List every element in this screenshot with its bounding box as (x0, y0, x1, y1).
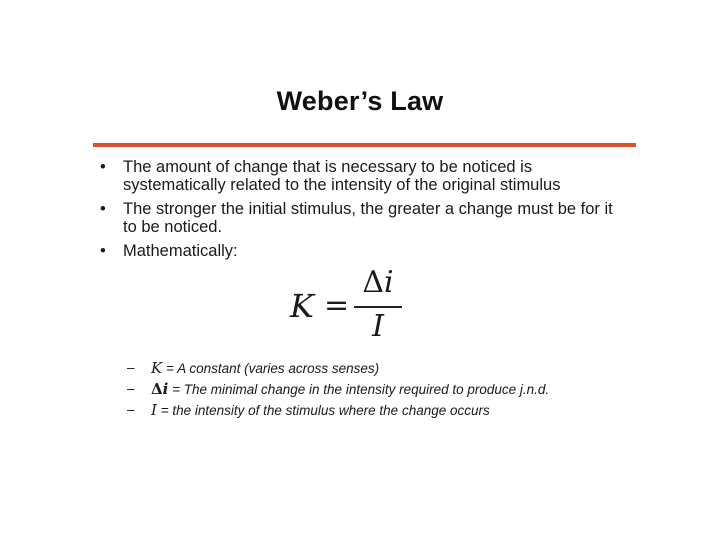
definition-item (127, 400, 627, 421)
bullet-item (100, 242, 620, 260)
fraction-bar (354, 306, 402, 308)
bullet-marker: • (100, 158, 106, 176)
formula-delta: Δ (362, 265, 385, 300)
formula-numerator (356, 266, 400, 300)
definition-symbol-delta: Δ (151, 380, 163, 398)
definition-marker: – (127, 360, 135, 375)
bullet-item (100, 200, 620, 236)
definition-symbol: I (151, 401, 157, 419)
definition-item (127, 358, 627, 379)
bullet-marker: • (100, 242, 106, 260)
definition-marker: – (127, 381, 135, 396)
formula-denominator: I (372, 309, 384, 344)
definition-item (127, 379, 627, 400)
slide-title: Weber’s Law (276, 86, 444, 116)
formula-lhs: K (290, 287, 314, 325)
definition-marker: – (127, 402, 135, 417)
bullet-text: The stronger the initial stimulus, the greater a change must be for it to be noticed. (123, 200, 613, 236)
bullet-item (100, 158, 620, 194)
formula-equals: = (324, 288, 350, 323)
formula-numerator-var: i (384, 265, 394, 300)
definition-text: = The minimal change in the intensity required to produce j.n.d. (168, 382, 550, 397)
title-underline (93, 143, 636, 147)
definition-list (127, 358, 627, 421)
bullet-list (100, 158, 620, 266)
definition-text: = the intensity of the stimulus where the change occurs (156, 403, 490, 418)
definition-symbol (151, 380, 168, 398)
bullet-marker: • (100, 200, 106, 218)
definition-symbol-var: i (162, 380, 169, 398)
bullet-text: The amount of change that is necessary to be noticed is systematically related to the intensity of the original stimulus (123, 158, 561, 194)
definition-text: = A constant (varies across senses) (162, 361, 380, 376)
weber-formula (290, 266, 400, 346)
definition-symbol: K (151, 359, 163, 377)
bullet-text: Mathematically: (123, 242, 238, 260)
